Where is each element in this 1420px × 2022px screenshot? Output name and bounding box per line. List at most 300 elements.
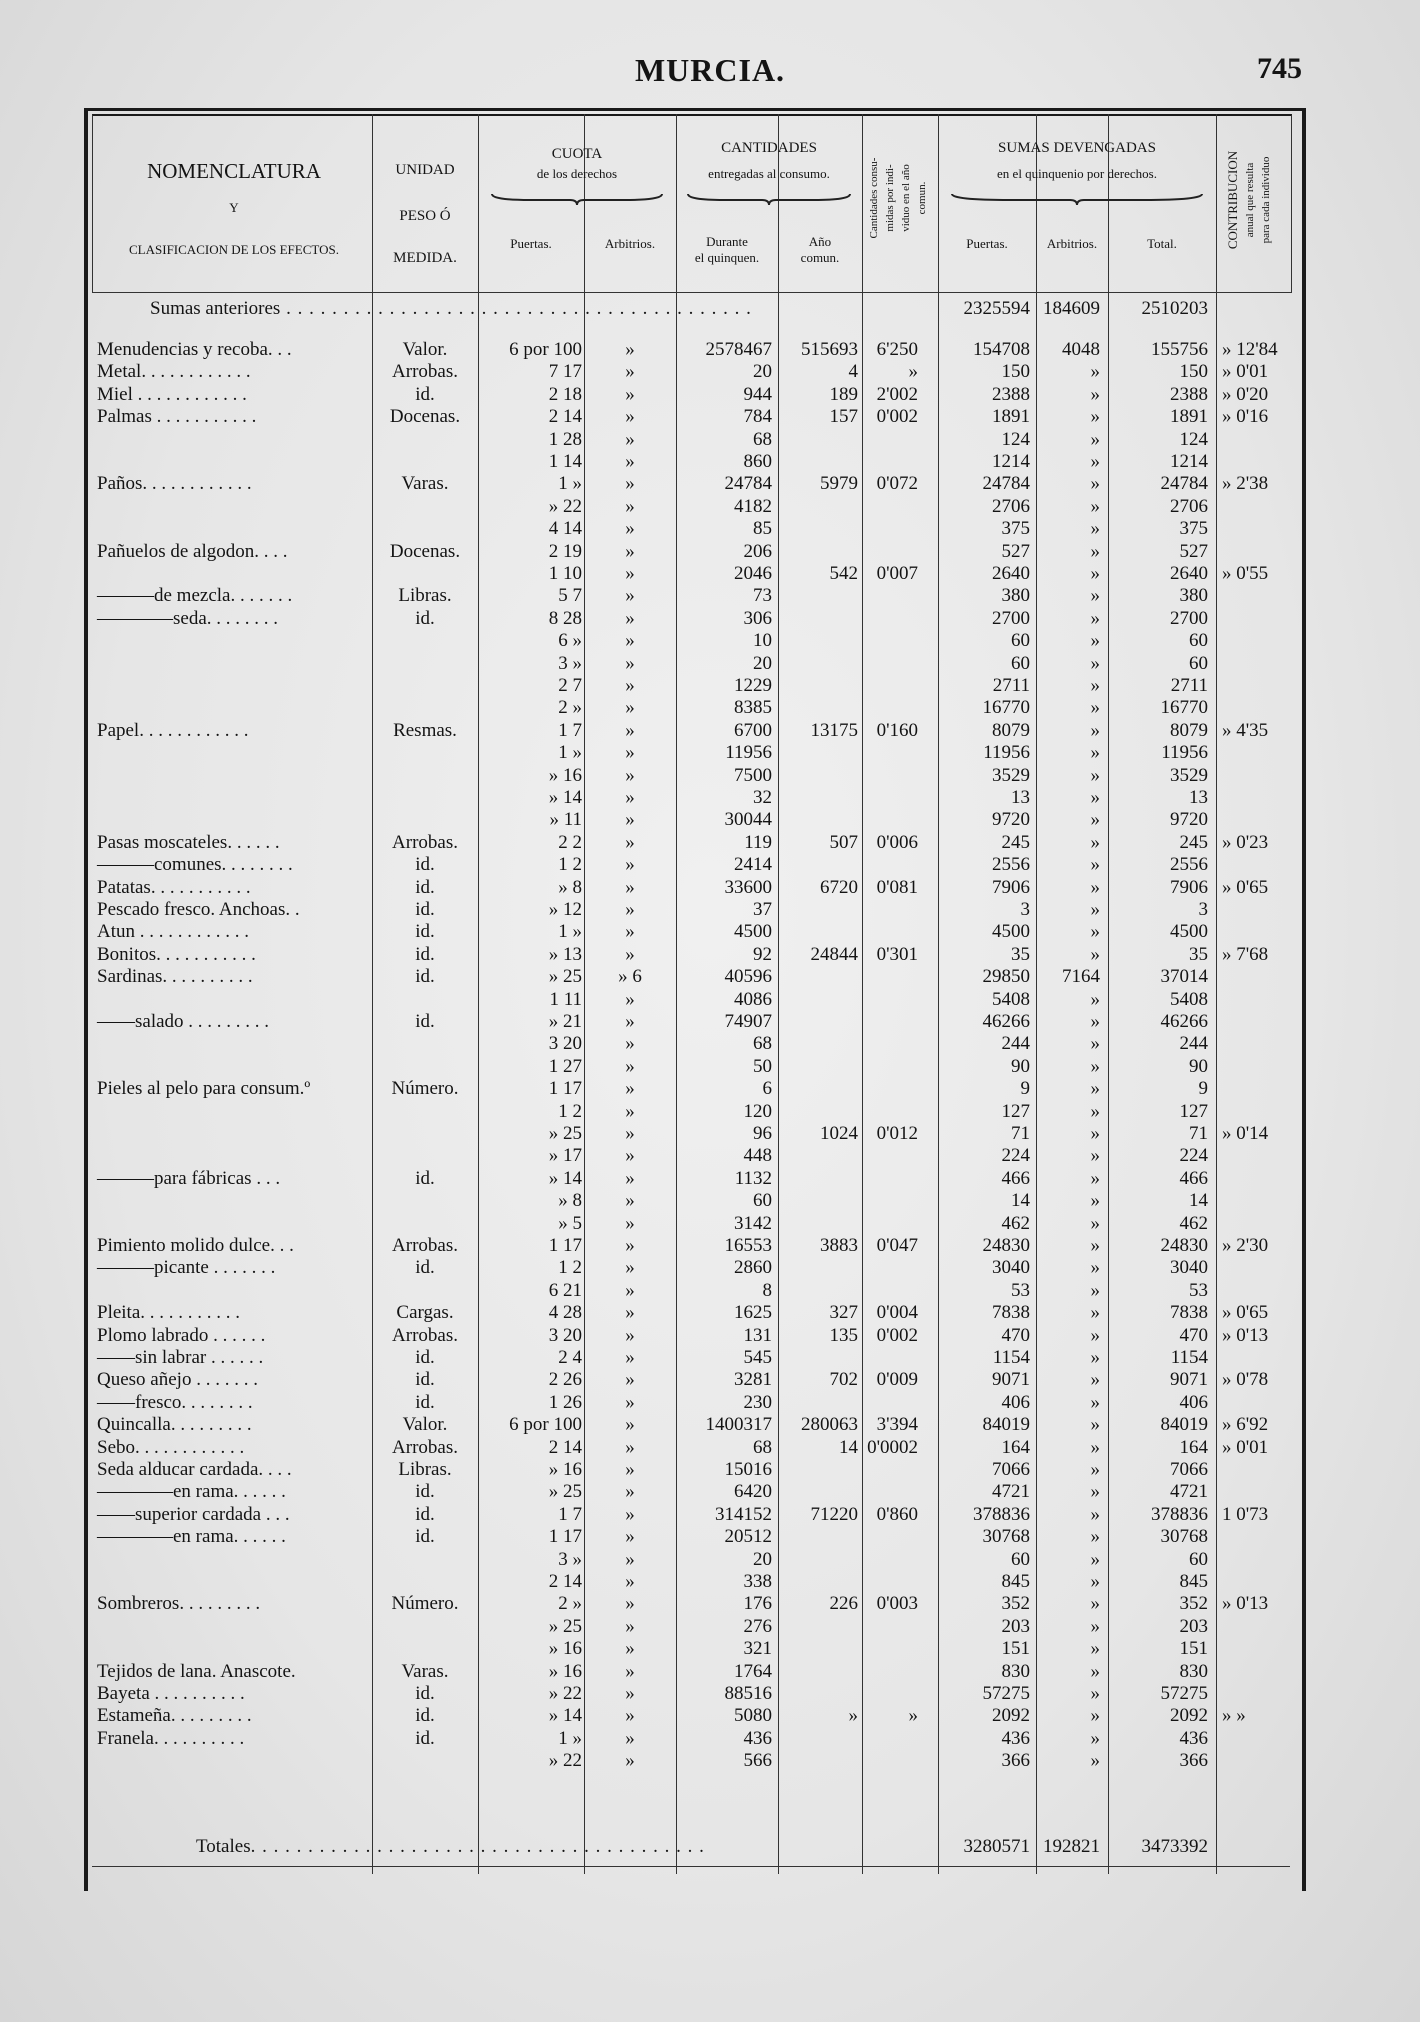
row-suma-puertas: 14 (1011, 1190, 1030, 1212)
table-row (0, 1214, 1420, 1234)
row-cuota-puertas: 2 14 (548, 1571, 582, 1592)
row-consumo-individuo: 6'250 (876, 339, 918, 360)
row-suma-arbitrios: » (1090, 383, 1100, 405)
row-suma-puertas: 378836 (973, 1503, 1030, 1525)
row-durante-quinquenio: 784 (743, 406, 772, 428)
row-unit: Arrobas. (392, 1324, 458, 1346)
row-cuota-puertas: 2 14 (548, 406, 582, 428)
row-suma-total: 466 (1179, 1167, 1208, 1189)
header-puertas: Puertas. (510, 236, 552, 251)
row-suma-arbitrios: » (1090, 361, 1100, 383)
row-cuota-puertas: 5 7 (558, 585, 582, 607)
row-suma-arbitrios: » (1090, 1705, 1100, 1727)
row-suma-arbitrios: » (1090, 1436, 1100, 1458)
row-cuota-arbitrios: » (625, 361, 635, 383)
row-suma-arbitrios: » (1090, 921, 1100, 943)
row-cuota-arbitrios: » (625, 1123, 635, 1144)
row-durante-quinquenio: 944 (743, 383, 772, 405)
table-row (0, 1415, 1420, 1435)
row-contribucion: 1 0'73 (1222, 1503, 1269, 1525)
row-durante-quinquenio: 20 (753, 652, 772, 674)
row-suma-total: 224 (1179, 1145, 1208, 1167)
row-name: Pimiento molido dulce. . . (97, 1235, 294, 1256)
row-suma-arbitrios: » (1090, 1459, 1100, 1480)
row-durante-quinquenio: 73 (753, 585, 772, 607)
row-suma-total: 9720 (1170, 809, 1208, 831)
row-suma-puertas: 164 (1001, 1436, 1030, 1458)
row-suma-puertas: 46266 (982, 1011, 1030, 1032)
row-suma-total: 8079 (1170, 719, 1208, 741)
row-ano-comun: 157 (829, 406, 858, 428)
row-suma-arbitrios: » (1090, 697, 1100, 719)
row-suma-puertas: 29850 (982, 966, 1030, 988)
row-unit: id. (415, 966, 435, 988)
row-durante-quinquenio: 3281 (734, 1369, 772, 1391)
row-suma-total: 406 (1179, 1391, 1208, 1413)
row-durante-quinquenio: 6 (762, 1078, 772, 1100)
row-cuota-puertas: » 16 (548, 1638, 582, 1660)
row-cuota-arbitrios: » (625, 1436, 635, 1458)
row-consumo-individuo: 0'860 (876, 1503, 918, 1525)
row-consumo-individuo: 0'009 (876, 1369, 918, 1391)
row-suma-total: 462 (1179, 1212, 1208, 1234)
row-suma-arbitrios: » (1090, 1727, 1100, 1749)
row-ano-comun: 702 (829, 1369, 858, 1391)
row-consumo-individuo: 0'0002 (867, 1436, 918, 1458)
row-suma-total: 11956 (1161, 742, 1208, 764)
header-clasificacion: CLASIFICACION DE LOS EFECTOS. (129, 242, 339, 257)
row-suma-puertas: 124 (1001, 428, 1030, 450)
row-cuota-arbitrios: » (625, 1100, 635, 1122)
row-contribucion: » 0'13 (1222, 1324, 1269, 1346)
row-cuota-puertas: » 25 (548, 1615, 582, 1637)
header-consumidas-3: viduo en el año (900, 164, 912, 232)
row-cuota-arbitrios: » (625, 1055, 635, 1077)
header-sumas-sub: en el quinquenio por derechos. (997, 166, 1157, 181)
table-row (0, 1236, 1420, 1256)
row-suma-total: 71 (1189, 1123, 1208, 1144)
row-unit: Valor. (402, 1414, 448, 1436)
row-suma-puertas: 2700 (992, 607, 1030, 629)
table-row (0, 1326, 1420, 1346)
row-name: Palmas . . . . . . . . . . . (97, 406, 257, 428)
row-ano-comun: » (848, 1705, 858, 1727)
table-row (0, 1572, 1420, 1592)
row-suma-puertas: 7838 (992, 1302, 1030, 1324)
row-suma-total: 53 (1189, 1279, 1208, 1301)
row-durante-quinquenio: 321 (743, 1638, 772, 1660)
row-cuota-arbitrios: » (625, 585, 635, 607)
row-cuota-puertas: 2 » (558, 697, 582, 719)
row-cuota-arbitrios: » (625, 1503, 635, 1525)
table-row (0, 1751, 1420, 1771)
row-durante-quinquenio: 4086 (734, 988, 772, 1010)
table-row (0, 1505, 1420, 1525)
row-suma-puertas: 9071 (992, 1369, 1030, 1391)
row-unit: Arrobas. (392, 831, 458, 853)
table-row (0, 340, 1420, 360)
row-name: Pieles al pelo para consum.º (97, 1078, 311, 1100)
row-suma-puertas: 57275 (982, 1683, 1030, 1704)
row-name: Sombreros. . . . . . . . . (97, 1593, 261, 1615)
row-cuota-arbitrios: » (625, 1078, 635, 1100)
header-cuota-sub: de los derechos (536, 166, 618, 181)
row-suma-arbitrios: » (1090, 1593, 1100, 1615)
row-suma-puertas: 3 (1020, 899, 1030, 920)
row-cuota-arbitrios: » (625, 719, 635, 741)
header-peso: PESO Ó (399, 208, 451, 224)
row-suma-arbitrios: 7164 (1062, 966, 1100, 988)
row-ano-comun: 24844 (810, 943, 858, 965)
row-durante-quinquenio: 20 (753, 1548, 772, 1570)
row-suma-arbitrios: » (1090, 1526, 1100, 1548)
row-durante-quinquenio: 88516 (724, 1683, 772, 1704)
row-suma-puertas: 245 (1001, 831, 1030, 853)
table-row (0, 990, 1420, 1010)
row-suma-arbitrios: » (1090, 1167, 1100, 1189)
row-suma-total: 4721 (1170, 1481, 1208, 1503)
row-cuota-puertas: » 14 (548, 1167, 582, 1189)
row-suma-total: 830 (1179, 1660, 1208, 1682)
row-durante-quinquenio: 1764 (734, 1660, 772, 1682)
row-durante-quinquenio: 85 (753, 518, 772, 540)
row-name: Pescado fresco. Anchoas. . (97, 899, 300, 920)
row-suma-arbitrios: » (1090, 943, 1100, 965)
row-consumo-individuo: 0'003 (876, 1593, 918, 1615)
row-durante-quinquenio: 20512 (724, 1526, 772, 1548)
row-cuota-arbitrios: » (625, 809, 635, 831)
row-cuota-puertas: » 21 (548, 1011, 582, 1032)
row-name: Menudencias y recoba. . . (97, 339, 292, 360)
row-name: Patatas. . . . . . . . . . . (97, 876, 251, 898)
row-cuota-arbitrios: » (625, 1705, 635, 1727)
row-cuota-arbitrios: » (625, 988, 635, 1010)
header-consumidas-1: Cantidades consu- (868, 157, 880, 239)
table-row (0, 385, 1420, 405)
row-suma-total: 2388 (1170, 383, 1208, 405)
row-ano-comun: 71220 (810, 1503, 858, 1525)
row-suma-total: 470 (1179, 1324, 1208, 1346)
table-row (0, 1124, 1420, 1144)
row-suma-total: 366 (1179, 1750, 1208, 1772)
header-comun: comun. (800, 250, 840, 265)
row-suma-puertas: 2092 (992, 1705, 1030, 1727)
row-durante-quinquenio: 206 (743, 540, 772, 562)
row-suma-arbitrios: » (1090, 1571, 1100, 1592)
row-name: Pañuelos de algodon. . . . (97, 540, 288, 562)
table-row (0, 676, 1420, 696)
row-name: ———de mezcla. . . . . . . (97, 585, 293, 607)
row-name: Plomo labrado . . . . . . (97, 1324, 266, 1346)
row-name: Sardinas. . . . . . . . . . (97, 966, 253, 988)
row-cuota-puertas: » 22 (548, 1750, 582, 1772)
row-suma-arbitrios: » (1090, 831, 1100, 853)
row-name: Paños. . . . . . . . . . . . (97, 473, 252, 495)
row-cuota-arbitrios: » (625, 831, 635, 853)
row-suma-total: 13 (1189, 787, 1208, 808)
row-name: Quincalla. . . . . . . . . (97, 1414, 252, 1436)
row-durante-quinquenio: 6700 (734, 719, 772, 741)
row-cuota-arbitrios: » (625, 383, 635, 405)
table-row (0, 855, 1420, 875)
row-unit: Varas. (401, 1660, 449, 1682)
row-contribucion: » 12'84 (1222, 339, 1278, 360)
table-row (0, 721, 1420, 741)
row-suma-arbitrios: » (1090, 1503, 1100, 1525)
row-suma-arbitrios: » (1090, 1033, 1100, 1055)
row-cuota-puertas: » 16 (548, 1459, 582, 1480)
row-suma-puertas: 127 (1001, 1100, 1030, 1122)
row-cuota-arbitrios: » (625, 787, 635, 808)
row-unit: id. (415, 1481, 435, 1503)
row-cuota-puertas: 1 » (558, 473, 582, 495)
header-nomenclatura: NOMENCLATURA (147, 159, 321, 183)
row-suma-arbitrios: » (1090, 1683, 1100, 1704)
row-unit: Número. (391, 1593, 459, 1615)
row-durante-quinquenio: 276 (743, 1615, 772, 1637)
row-cuota-arbitrios: » (625, 540, 635, 562)
table-row (0, 1706, 1420, 1726)
row-unit: id. (415, 383, 435, 405)
row-suma-total: 244 (1179, 1033, 1208, 1055)
row-suma-puertas: 9 (1020, 1078, 1030, 1100)
row-ano-comun: 3883 (820, 1235, 858, 1256)
row-cuota-arbitrios: » (625, 1235, 635, 1256)
row-suma-puertas: 436 (1001, 1727, 1030, 1749)
row-suma-total: 16770 (1160, 697, 1208, 719)
row-name: ————en rama. . . . . . (97, 1481, 286, 1503)
row-name: Seda alducar cardada. . . . (97, 1459, 292, 1480)
row-cuota-arbitrios: » (625, 339, 635, 360)
row-durante-quinquenio: 5080 (734, 1705, 772, 1727)
row-suma-puertas: 35 (1011, 943, 1030, 965)
table-row (0, 1684, 1420, 1704)
row-name: Estameña. . . . . . . . . (97, 1705, 252, 1727)
row-cuota-arbitrios: » (625, 563, 635, 584)
row-suma-arbitrios: » (1090, 1055, 1100, 1077)
row-cuota-arbitrios: » (625, 1011, 635, 1032)
row-suma-puertas: 1154 (992, 1347, 1030, 1368)
row-cuota-arbitrios: » (625, 652, 635, 674)
row-name: ———picante . . . . . . . (97, 1257, 276, 1279)
row-cuota-arbitrios: » (625, 1212, 635, 1234)
row-consumo-individuo: 0'006 (876, 831, 918, 853)
row-suma-total: 1891 (1170, 406, 1208, 428)
row-durante-quinquenio: 24784 (724, 473, 772, 495)
row-suma-puertas: 224 (1001, 1145, 1030, 1167)
row-suma-puertas: 16770 (982, 697, 1030, 719)
row-cuota-puertas: » 25 (548, 1123, 582, 1144)
row-durante-quinquenio: 50 (753, 1055, 772, 1077)
row-suma-total: 7066 (1170, 1459, 1208, 1480)
row-cuota-puertas: 3 20 (548, 1324, 582, 1346)
row-cuota-puertas: » 14 (548, 787, 582, 808)
row-ano-comun: 515693 (801, 339, 858, 360)
row-durante-quinquenio: 37 (753, 899, 772, 920)
header-sumas: SUMAS DEVENGADAS (998, 140, 1156, 156)
row-unit: Número. (391, 1078, 459, 1100)
row-contribucion: » 0'78 (1222, 1369, 1269, 1391)
row-cuota-puertas: » 13 (548, 943, 582, 965)
row-suma-total: 37014 (1160, 966, 1208, 988)
row-cuota-puertas: » 8 (558, 1190, 582, 1212)
row-ano-comun: 6720 (820, 876, 858, 898)
row-cuota-arbitrios: » (625, 1324, 635, 1346)
row-cuota-arbitrios: » (625, 1548, 635, 1570)
row-unit: id. (415, 876, 435, 898)
row-contribucion: » » (1222, 1705, 1246, 1727)
header-contribucion-2: anual que resulta (1244, 162, 1256, 238)
table-row (0, 967, 1420, 987)
table-row (0, 1079, 1420, 1099)
row-cuota-arbitrios: » (625, 1593, 635, 1615)
table-row (0, 1057, 1420, 1077)
header-y: Y (229, 200, 239, 215)
row-unit: id. (415, 1167, 435, 1189)
row-cuota-arbitrios: » (625, 630, 635, 652)
row-cuota-puertas: 1 7 (558, 1503, 582, 1525)
row-name: ————en rama. . . . . . (97, 1526, 286, 1548)
row-durante-quinquenio: 68 (753, 1436, 772, 1458)
row-suma-puertas: 2388 (992, 383, 1030, 405)
row-cuota-arbitrios: » (625, 1727, 635, 1749)
row-suma-total: 90 (1189, 1055, 1208, 1077)
row-cuota-arbitrios: » (625, 1526, 635, 1548)
row-suma-puertas: 151 (1001, 1638, 1030, 1660)
row-suma-arbitrios: » (1090, 1302, 1100, 1324)
page-title: MURCIA. (634, 52, 786, 88)
row-consumo-individuo: 0'002 (876, 1324, 918, 1346)
table-row (0, 1370, 1420, 1390)
row-suma-total: 7838 (1170, 1302, 1208, 1324)
row-unit: id. (415, 1705, 435, 1727)
row-unit: id. (415, 943, 435, 965)
row-suma-puertas: 2706 (992, 495, 1030, 517)
row-ano-comun: 507 (829, 831, 858, 853)
row-durante-quinquenio: 74907 (724, 1011, 772, 1032)
row-cuota-puertas: » 25 (548, 1481, 582, 1503)
row-cuota-arbitrios: » (625, 1257, 635, 1279)
row-name: ——sin labrar . . . . . . (97, 1347, 264, 1368)
row-name: ——superior cardada . . . (97, 1503, 290, 1525)
row-suma-arbitrios: » (1090, 1190, 1100, 1212)
row-cuota-arbitrios: » (625, 1615, 635, 1637)
row-consumo-individuo: 0'002 (876, 406, 918, 428)
row-cuota-puertas: 6 por 100 (509, 1414, 582, 1436)
row-suma-arbitrios: » (1090, 1324, 1100, 1346)
row-suma-arbitrios: 4048 (1062, 339, 1100, 360)
table-row (0, 1460, 1420, 1480)
row-durante-quinquenio: 20 (753, 361, 772, 383)
row-consumo-individuo: 0'007 (876, 563, 918, 584)
row-suma-arbitrios: » (1090, 1548, 1100, 1570)
row-cuota-arbitrios: » (625, 1660, 635, 1682)
row-cuota-arbitrios: » (625, 764, 635, 786)
row-cuota-arbitrios: » (625, 899, 635, 920)
row-durante-quinquenio: 4182 (734, 495, 772, 517)
table-row (0, 1527, 1420, 1547)
row-suma-puertas: 4500 (992, 921, 1030, 943)
row-suma-arbitrios: » (1090, 1615, 1100, 1637)
row-durante-quinquenio: 131 (743, 1324, 772, 1346)
row-suma-puertas: 60 (1011, 630, 1030, 652)
header-medida: MEDIDA. (393, 250, 457, 266)
table-row (0, 1169, 1420, 1189)
row-name: ———comunes. . . . . . . . (97, 854, 293, 876)
row-cuota-puertas: » 22 (548, 495, 582, 517)
row-suma-puertas: 71 (1011, 1123, 1030, 1144)
row-suma-puertas: 2640 (992, 563, 1030, 584)
totals-rule (92, 1866, 1290, 1867)
row-unit: Valor. (402, 339, 448, 360)
row-ano-comun: 226 (829, 1593, 858, 1615)
row-unit: id. (415, 1347, 435, 1368)
row-ano-comun: 1024 (820, 1123, 858, 1144)
row-suma-puertas: 470 (1001, 1324, 1030, 1346)
row-suma-arbitrios: » (1090, 742, 1100, 764)
row-contribucion: » 0'65 (1222, 876, 1269, 898)
row-cuota-puertas: 4 14 (548, 518, 582, 540)
sumas-anteriores-total: 2510203 (1141, 298, 1208, 319)
row-suma-arbitrios: » (1090, 1145, 1100, 1167)
row-suma-total: 1214 (1170, 451, 1208, 472)
table-row (0, 922, 1420, 942)
row-cuota-puertas: 1 » (558, 1727, 582, 1749)
row-suma-total: 57275 (1160, 1683, 1208, 1704)
row-suma-arbitrios: » (1090, 652, 1100, 674)
table-row (0, 1594, 1420, 1614)
row-durante-quinquenio: 120 (743, 1100, 772, 1122)
row-durante-quinquenio: 8385 (734, 697, 772, 719)
row-cuota-puertas: 1 14 (548, 451, 582, 472)
row-durante-quinquenio: 7500 (734, 764, 772, 786)
row-cuota-arbitrios: » (625, 1190, 635, 1212)
row-cuota-arbitrios: » (625, 518, 635, 540)
table-row (0, 1012, 1420, 1032)
row-suma-arbitrios: » (1090, 1750, 1100, 1772)
row-suma-total: 3040 (1170, 1257, 1208, 1279)
row-cuota-arbitrios: » (625, 1750, 635, 1772)
row-contribucion: » 0'20 (1222, 383, 1269, 405)
row-suma-total: 14 (1189, 1190, 1208, 1212)
table-row (0, 1550, 1420, 1570)
row-name: Tejidos de lana. Anascote. (97, 1660, 296, 1682)
table-row (0, 900, 1420, 920)
row-cuota-puertas: » 16 (548, 1660, 582, 1682)
row-cuota-puertas: » 11 (549, 809, 582, 831)
row-contribucion: » 0'14 (1222, 1123, 1269, 1144)
row-suma-total: 5408 (1170, 988, 1208, 1010)
row-cuota-puertas: » 14 (548, 1705, 582, 1727)
row-suma-total: 24784 (1160, 473, 1208, 495)
row-durante-quinquenio: 1625 (734, 1302, 772, 1324)
row-suma-total: 3529 (1170, 764, 1208, 786)
row-durante-quinquenio: 230 (743, 1391, 772, 1413)
header-cantidades: CANTIDADES (721, 140, 817, 156)
row-cuota-puertas: 2 18 (548, 383, 582, 405)
row-suma-puertas: 154708 (973, 339, 1030, 360)
row-suma-puertas: 203 (1001, 1615, 1030, 1637)
sumas-anteriores-arbitrios: 184609 (1043, 298, 1100, 319)
row-durante-quinquenio: 176 (743, 1593, 772, 1615)
row-suma-total: 2711 (1170, 675, 1208, 696)
row-suma-arbitrios: » (1090, 518, 1100, 540)
row-suma-total: 2640 (1170, 563, 1208, 584)
row-unit: id. (415, 899, 435, 920)
row-suma-total: 380 (1179, 585, 1208, 607)
row-name: Franela. . . . . . . . . . (97, 1727, 245, 1749)
row-cuota-arbitrios: » (625, 1683, 635, 1704)
